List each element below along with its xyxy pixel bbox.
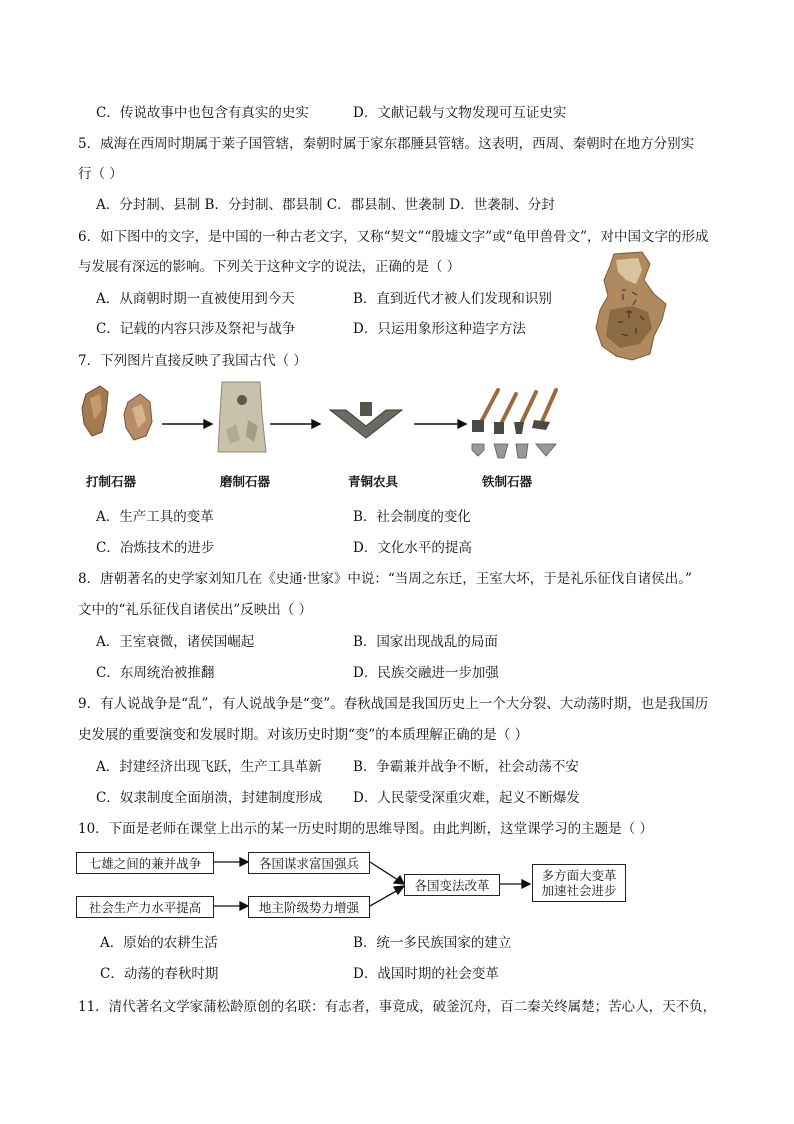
q7-option-b: B．社会制度的变化 <box>353 509 471 525</box>
mind-map-box-landlord: 地主阶级势力增强 <box>248 896 370 918</box>
q8-option-a: A．王室衰微，诸侯国崛起 <box>96 634 255 650</box>
polished-stone-tool-image <box>218 382 266 452</box>
q6-stem-line2: 与发展有深远的影响。下列关于这种文字的说法，正确的是（ ） <box>78 259 461 275</box>
label-iron-tools: 铁制石器 <box>482 474 533 489</box>
oracle-bone-image <box>592 250 670 362</box>
q8-stem-line1: 8．唐朝著名的史学家刘知几在《史通·世家》中说：“当周之东迁，王室大坏，于是礼乐征伐自诸侯出。” <box>78 571 692 587</box>
q4-option-c: C．传说故事中也包含有真实的史实 <box>96 105 309 121</box>
tool-evolution-figure <box>80 380 580 480</box>
mind-map-box-result <box>532 864 626 902</box>
mind-map-result-line1: 多方面大变革 <box>541 868 617 883</box>
q6-option-c: C．记载的内容只涉及祭祀与战争 <box>96 321 296 337</box>
q8-stem-line2: 文中的“礼乐征伐自诸侯出”反映出（ ） <box>78 602 313 618</box>
q6-stem-line1: 6．如下图中的文字，是中国的一种古老文字，又称“契文”“殷墟文字”或“龟甲兽骨文”，对中国文字的形成 <box>78 229 709 245</box>
q10-option-a: A．原始的农耕生活 <box>100 935 218 951</box>
q10-option-d: D．战国时期的社会变革 <box>353 966 499 982</box>
q9-option-d: D．人民蒙受深重灾难，起义不断爆发 <box>353 790 580 806</box>
chipped-stone-tools-image <box>82 386 152 440</box>
q9-option-c: C．奴隶制度全面崩溃，封建制度形成 <box>96 790 323 806</box>
q7-stem: 7．下列图片直接反映了我国古代（ ） <box>78 353 307 369</box>
label-chipped-stone: 打制石器 <box>86 474 137 489</box>
mind-map-box-strong: 各国谋求富国强兵 <box>248 852 370 874</box>
q6-option-a: A．从商朝时期一直被使用到今天 <box>96 291 295 307</box>
mind-map-box-reform: 各国变法改革 <box>404 874 500 896</box>
iron-tools-image <box>472 390 556 458</box>
q6-option-b: B．直到近代才被人们发现和识别 <box>353 291 552 307</box>
mind-map-result-line2: 加速社会进步 <box>541 883 617 898</box>
label-bronze-tools: 青铜农具 <box>348 474 399 489</box>
q5-options: A．分封制、县制 B．分封制、郡县制 C．郡县制、世袭制 D．世袭制、分封 <box>96 197 555 213</box>
mind-map-box-war: 七雄之间的兼并战争 <box>76 852 214 874</box>
q5-stem-line1: 5．威海在西周时期属于莱子国管辖，秦朝时属于家东郡腄县管辖。这表明，西周、秦朝时在地方分别实 <box>78 136 695 152</box>
q9-stem-line2: 史发展的重要演变和发展时期。对该历史时期“变”的本质理解正确的是（ ） <box>78 727 529 743</box>
q9-stem-line1: 9．有人说战争是“乱”，有人说战争是“变”。春秋战国是我国历史上一个大分裂、大动荡时期，也是我国历 <box>78 696 709 712</box>
bronze-tool-image <box>330 402 402 438</box>
q7-option-d: D．文化水平的提高 <box>353 540 472 556</box>
q8-option-d: D．民族交融进一步加强 <box>353 665 499 681</box>
q4-option-d: D．文献记载与文物发现可互证史实 <box>353 105 567 121</box>
q9-option-a: A．封建经济出现飞跃，生产工具革新 <box>96 759 322 775</box>
q8-option-c: C．东周统治被推翻 <box>96 665 215 681</box>
q11-stem-line1: 11．清代著名文学家蒲松龄原创的名联：有志者，事竟成，破釜沉舟，百二秦关终属楚；苦心人，天不负， <box>78 999 717 1015</box>
q8-option-b: B．国家出现战乱的局面 <box>353 634 498 650</box>
mind-map-box-productivity: 社会生产力水平提高 <box>76 896 214 918</box>
q10-option-b: B．统一多民族国家的建立 <box>353 935 512 951</box>
q6-option-d: D．只运用象形这种造字方法 <box>353 321 526 337</box>
label-polished-stone: 磨制石器 <box>220 474 271 489</box>
q10-option-c: C．动荡的春秋时期 <box>100 966 219 982</box>
q9-option-b: B．争霸兼并战争不断，社会动荡不安 <box>353 759 579 775</box>
q7-option-c: C．冶炼技术的进步 <box>96 540 215 556</box>
q5-stem-line2: 行（ ） <box>78 166 123 182</box>
mind-map-diagram <box>76 848 636 920</box>
q7-option-a: A．生产工具的变革 <box>96 509 214 525</box>
q10-stem: 10．下面是老师在课堂上出示的某一历史时期的思维导图。由此判断，这堂课学习的主题是（ ） <box>78 821 653 837</box>
